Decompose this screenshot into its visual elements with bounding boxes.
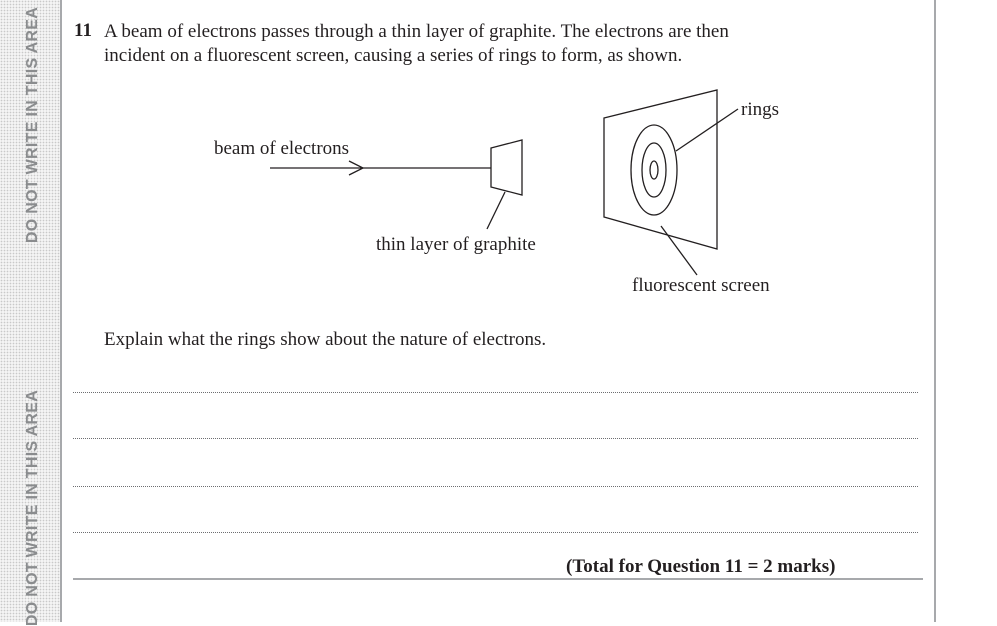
screen-label: fluorescent screen: [632, 275, 770, 296]
graphite-layer: [491, 140, 522, 195]
answer-line-1[interactable]: [73, 392, 918, 393]
bottom-rule: [73, 578, 923, 580]
question-number: 11: [74, 20, 92, 41]
margin-warning-upper: DO NOT WRITE IN THIS AREA: [24, 6, 41, 244]
answer-line-4[interactable]: [73, 532, 918, 533]
fluorescent-screen: [604, 90, 717, 249]
answer-line-2[interactable]: [73, 438, 918, 439]
total-marks: (Total for Question 11 = 2 marks): [566, 556, 836, 577]
question-text-line-2: incident on a fluorescent screen, causing a series of rings to form, as shown.: [104, 45, 683, 66]
answer-line-3[interactable]: [73, 486, 918, 487]
rings-label: rings: [741, 99, 779, 120]
margin-warning-lower: DO NOT WRITE IN THIS AREA: [24, 389, 41, 626]
question-text-line-1: A beam of electrons passes through a thin layer of graphite. The electrons are then: [104, 21, 729, 42]
question-prompt: Explain what the rings show about the nature of electrons.: [104, 329, 547, 350]
beam-label: beam of electrons: [214, 138, 350, 159]
graphite-label: thin layer of graphite: [376, 234, 536, 255]
graphite-leader-line: [487, 192, 505, 229]
